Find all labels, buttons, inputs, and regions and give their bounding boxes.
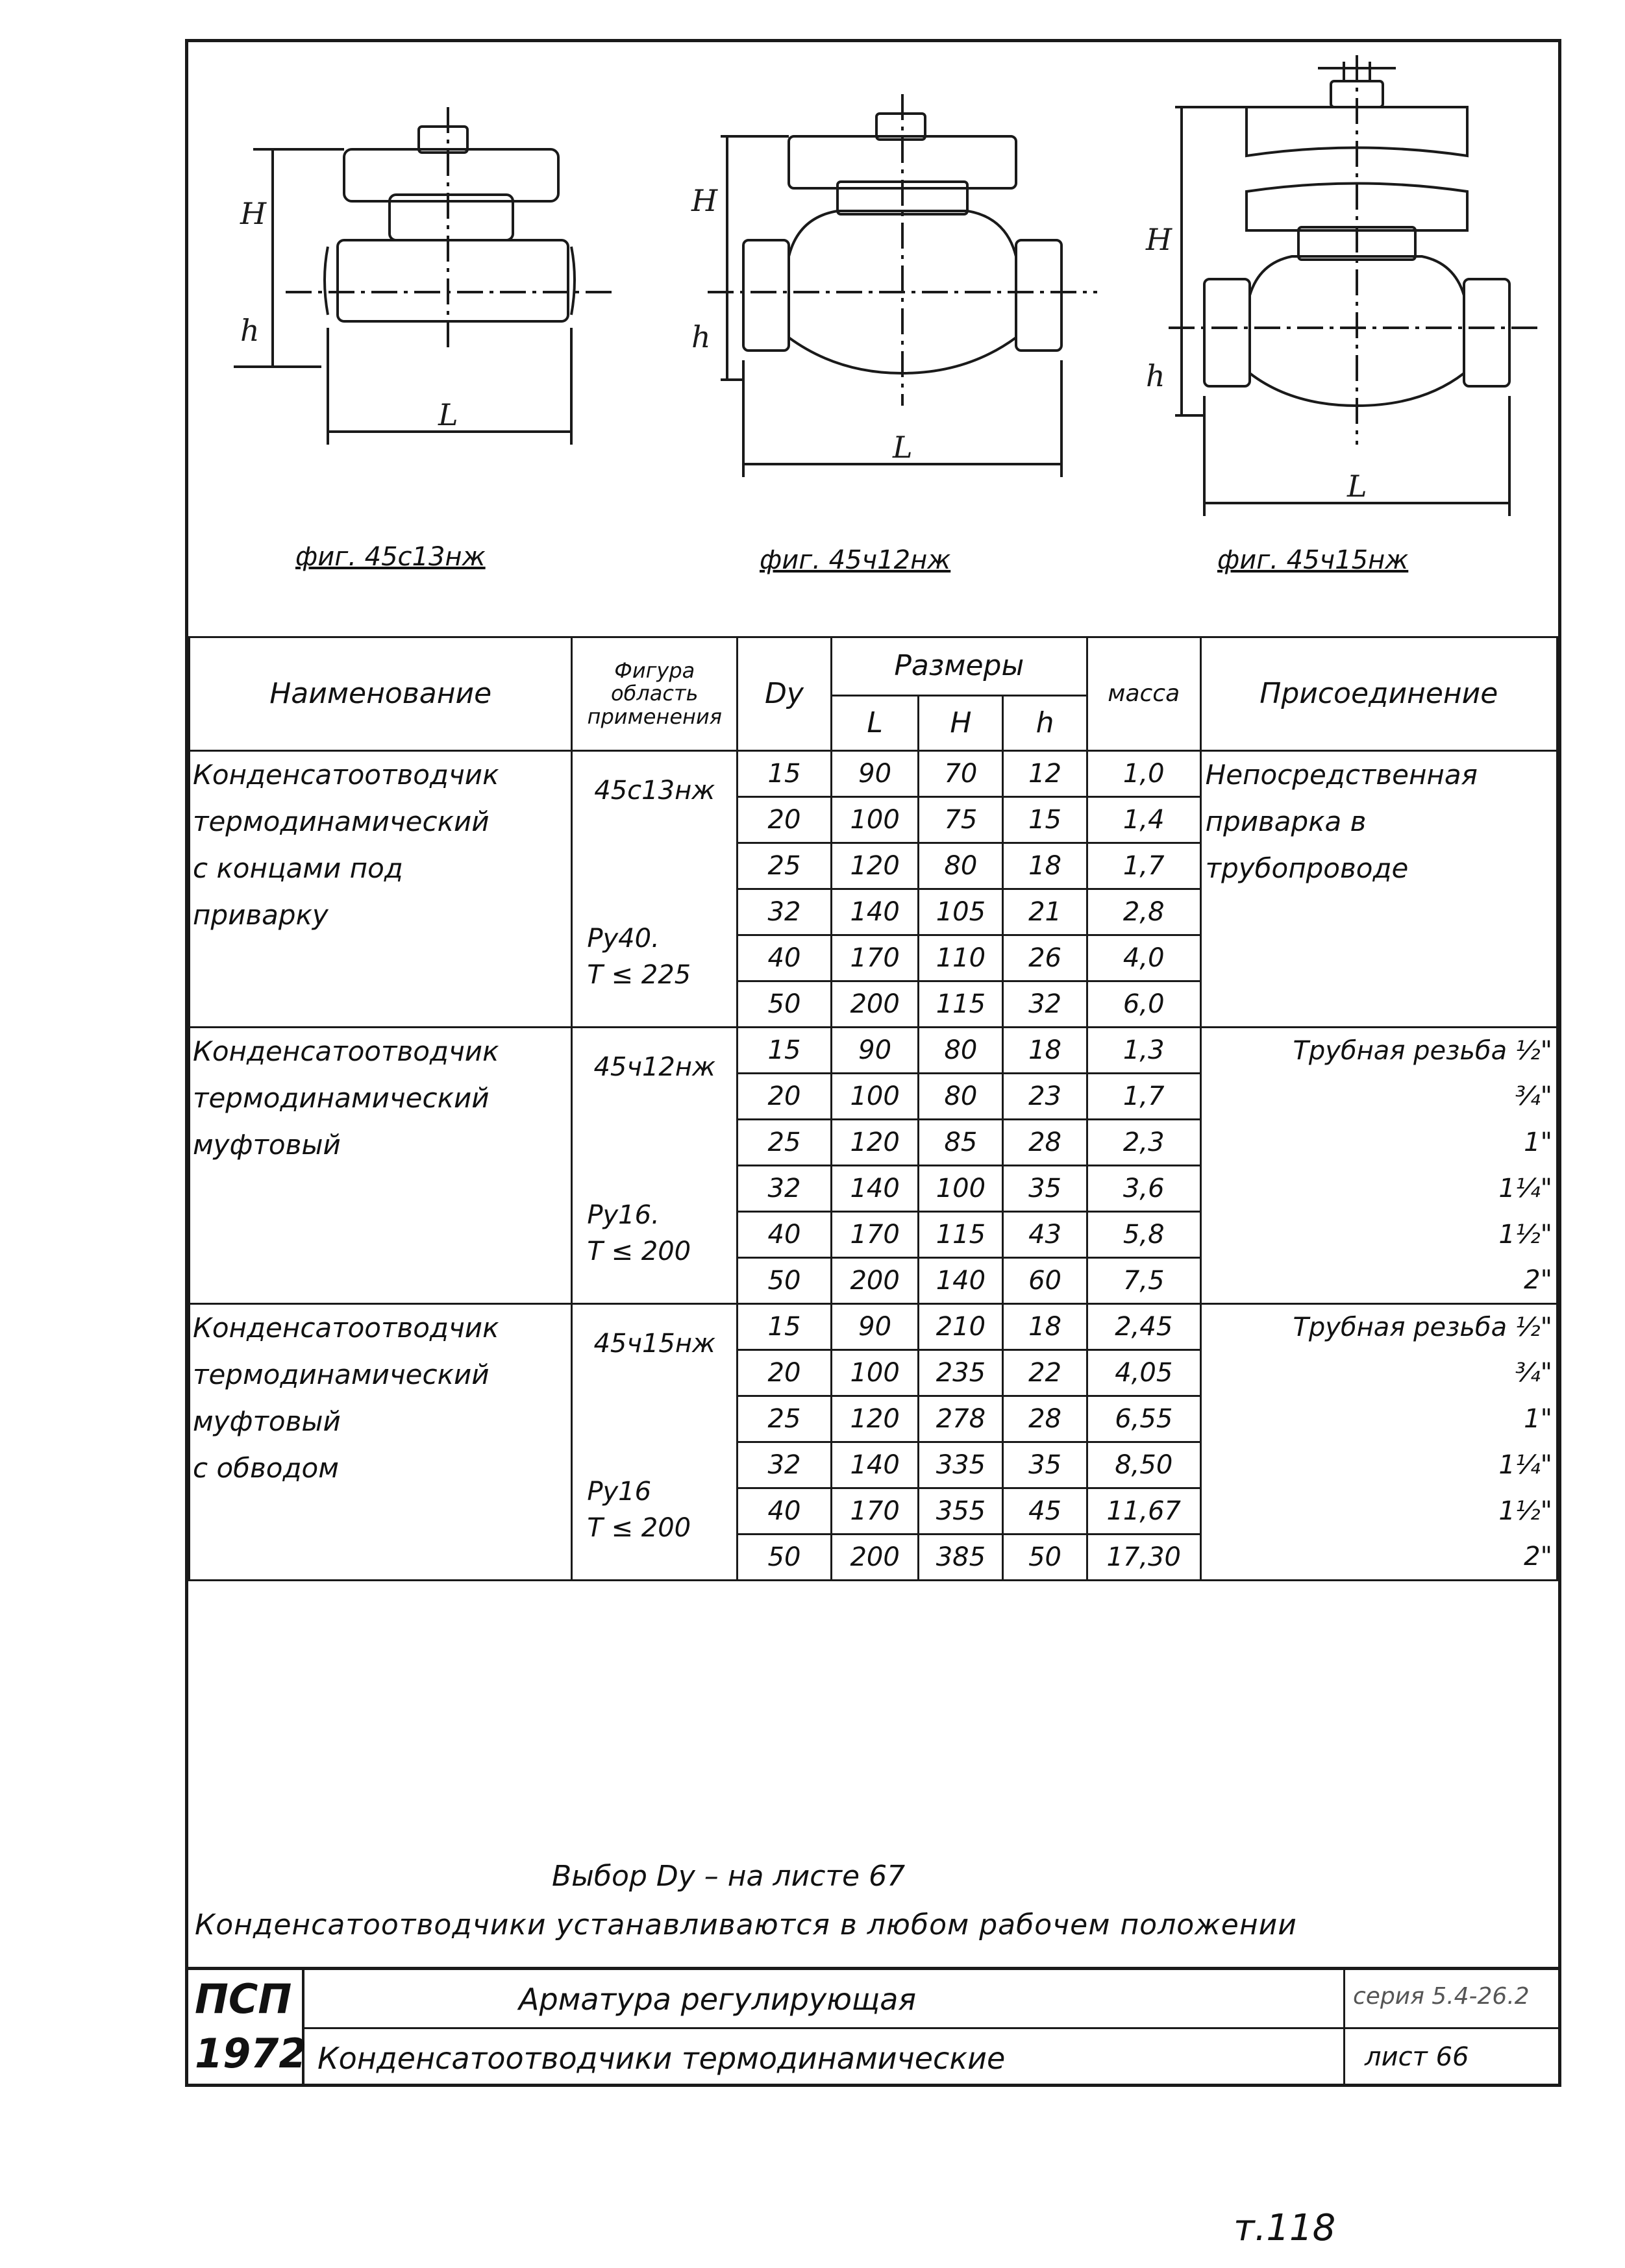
cell-l: 90 [831, 1028, 919, 1074]
title-line-1: Арматура регулирующая [519, 1982, 917, 2017]
figure-temperature: T ≤ 200 [587, 1237, 691, 1266]
cell-dy: 15 [738, 1028, 832, 1074]
cell-mass: 5,8 [1087, 1212, 1200, 1258]
cell-dy: 25 [738, 1396, 832, 1442]
cell-h: 60 [1003, 1258, 1087, 1304]
figure-code: 45с13нж [594, 776, 715, 806]
header-L: L [831, 696, 919, 751]
fig2-H-label: H [691, 183, 718, 218]
cell-h: 50 [1003, 1535, 1087, 1581]
figure-pressure: Pу40. [587, 924, 660, 954]
figure-45ch12-drawing [708, 94, 1097, 477]
cell-l: 200 [831, 1258, 919, 1304]
spec-table [188, 636, 1558, 1581]
cell-connection: ¾" [1200, 1074, 1557, 1120]
cell-dy: 40 [738, 935, 832, 981]
cell-h: 35 [1003, 1166, 1087, 1212]
cell-h: 35 [1003, 1442, 1087, 1488]
cell-h: 26 [1003, 935, 1087, 981]
cell-h: 100 [919, 1166, 1003, 1212]
cell-h: 15 [1003, 797, 1087, 843]
cell-h: 85 [919, 1120, 1003, 1166]
cell-h: 385 [919, 1535, 1003, 1581]
spec-table-body [190, 751, 1557, 1581]
figure-pressure: Pу16. [587, 1200, 660, 1230]
fig3-H-label: H [1146, 222, 1172, 257]
figure-temperature: T ≤ 225 [587, 960, 691, 990]
cell-l: 140 [831, 889, 919, 935]
cell-dy: 20 [738, 1350, 832, 1396]
item-name [190, 1028, 572, 1304]
cell-l: 120 [831, 1120, 919, 1166]
cell-dy: 20 [738, 1074, 832, 1120]
cell-h: 115 [919, 981, 1003, 1028]
cell-mass: 1,0 [1087, 751, 1200, 797]
cell-l: 90 [831, 751, 919, 797]
cell-mass: 2,8 [1087, 889, 1200, 935]
cell-dy: 32 [738, 1442, 832, 1488]
cell-l: 170 [831, 1212, 919, 1258]
cell-connection: 1½" [1200, 1212, 1557, 1258]
fig2-h-label: h [691, 319, 711, 354]
page-footer-number: т.118 [1234, 2207, 1336, 2249]
figure-45c13-drawing [234, 107, 614, 445]
item-name [190, 751, 572, 1028]
cell-mass: 3,6 [1087, 1166, 1200, 1212]
cell-mass: 4,0 [1087, 935, 1200, 981]
cell-mass: 4,05 [1087, 1350, 1200, 1396]
header-name: Наименование [190, 637, 572, 751]
drawing-sheet [185, 39, 1561, 2087]
cell-h: 18 [1003, 1028, 1087, 1074]
cell-h: 75 [919, 797, 1003, 843]
cell-h: 70 [919, 751, 1003, 797]
header-sizes: Размеры [831, 637, 1087, 696]
cell-dy: 20 [738, 797, 832, 843]
figures-area [188, 42, 1558, 636]
header-H: H [919, 696, 1003, 751]
cell-h: 235 [919, 1350, 1003, 1396]
cell-mass: 6,0 [1087, 981, 1200, 1028]
header-figure: Фигура область применения [572, 637, 738, 751]
item-name-line: термодинамический [193, 1359, 490, 1390]
item-name-line: муфтовый [193, 1405, 341, 1437]
title-block-org [188, 1970, 307, 2087]
item-name-line: приварку [193, 899, 329, 931]
org-year: 1972 [195, 2030, 307, 2077]
cell-connection: Трубная резьба ½" [1200, 1028, 1557, 1074]
header-mass: масса [1087, 637, 1200, 751]
item-name-line: с концами под [193, 852, 403, 884]
cell-l: 200 [831, 1535, 919, 1581]
cell-h: 80 [919, 1074, 1003, 1120]
figure-pressure: Pу16 [587, 1477, 652, 1507]
cell-h: 335 [919, 1442, 1003, 1488]
fig2-L-label: L [893, 430, 913, 465]
cell-l: 200 [831, 981, 919, 1028]
cell-l: 170 [831, 1488, 919, 1535]
item-name-line: Конденсатоотводчик [193, 1312, 499, 1344]
cell-dy: 25 [738, 1120, 832, 1166]
cell-h: 45 [1003, 1488, 1087, 1535]
cell-mass: 7,5 [1087, 1258, 1200, 1304]
cell-h: 23 [1003, 1074, 1087, 1120]
cell-l: 140 [831, 1442, 919, 1488]
connection-line: трубопроводе [1205, 852, 1409, 884]
cell-l: 90 [831, 1304, 919, 1350]
cell-connection: Трубная резьба ½" [1200, 1304, 1557, 1350]
cell-connection: 1¼" [1200, 1166, 1557, 1212]
fig1-h-label: h [240, 313, 260, 348]
item-name-line: с обводом [193, 1452, 339, 1484]
org-name: ПСП [195, 1975, 292, 2023]
cell-h: 21 [1003, 889, 1087, 935]
cell-mass: 1,4 [1087, 797, 1200, 843]
table-row [190, 1028, 1557, 1074]
cell-h: 43 [1003, 1212, 1087, 1258]
cell-mass: 8,50 [1087, 1442, 1200, 1488]
table-row [190, 1304, 1557, 1350]
cell-l: 100 [831, 797, 919, 843]
header-connection: Присоединение [1200, 637, 1557, 751]
cell-connection: 1" [1200, 1396, 1557, 1442]
fig1-L-label: L [438, 397, 458, 432]
cell-h: 355 [919, 1488, 1003, 1535]
figure-code: 45ч15нж [593, 1329, 716, 1359]
table-row [190, 751, 1557, 797]
cell-mass: 1,3 [1087, 1028, 1200, 1074]
cell-h: 12 [1003, 751, 1087, 797]
cell-mass: 1,7 [1087, 1074, 1200, 1120]
item-name-line: термодинамический [193, 1082, 490, 1114]
cell-mass: 17,30 [1087, 1535, 1200, 1581]
cell-dy: 32 [738, 1166, 832, 1212]
cell-h: 140 [919, 1258, 1003, 1304]
cell-dy: 25 [738, 843, 832, 889]
series-cell [1343, 1970, 1560, 2029]
cell-mass: 11,67 [1087, 1488, 1200, 1535]
connection-line: приварка в [1205, 806, 1367, 837]
figure-45ch15-drawing [1169, 55, 1539, 516]
notes [188, 1860, 1558, 1967]
cell-dy: 50 [738, 1535, 832, 1581]
note-install-position: Конденсатоотводчики устанавливаются в любом рабочем положении [195, 1908, 1297, 1941]
cell-h: 22 [1003, 1350, 1087, 1396]
series-code: серия 5.4-26.2 [1353, 1983, 1530, 2010]
cell-h: 18 [1003, 843, 1087, 889]
connection-line: Непосредственная [1205, 759, 1478, 791]
title-block [188, 1967, 1558, 2087]
cell-mass: 2,45 [1087, 1304, 1200, 1350]
cell-h: 80 [919, 843, 1003, 889]
cell-h: 110 [919, 935, 1003, 981]
cell-connection: 2" [1200, 1258, 1557, 1304]
note-dy-selection: Выбор Dу – на листе 67 [552, 1860, 906, 1893]
cell-connection: 1" [1200, 1120, 1557, 1166]
cell-h: 18 [1003, 1304, 1087, 1350]
cell-h: 115 [919, 1212, 1003, 1258]
cell-dy: 32 [738, 889, 832, 935]
item-name-line: Конденсатоотводчик [193, 1035, 499, 1067]
sheet-cell [1343, 2029, 1560, 2087]
cell-h: 28 [1003, 1396, 1087, 1442]
cell-connection: 1½" [1200, 1488, 1557, 1535]
item-name [190, 1304, 572, 1581]
cell-l: 140 [831, 1166, 919, 1212]
cell-dy: 15 [738, 1304, 832, 1350]
cell-connection: 1¼" [1200, 1442, 1557, 1488]
title-row-2 [304, 2029, 1343, 2087]
cell-connection: ¾" [1200, 1350, 1557, 1396]
fig3-caption: фиг. 45ч15нж [1217, 545, 1409, 575]
item-name-line: термодинамический [193, 806, 490, 837]
title-line-2: Конденсатоотводчики термодинамические [317, 2041, 1006, 2076]
fig3-L-label: L [1347, 469, 1367, 504]
item-figure [572, 1028, 738, 1304]
cell-h: 32 [1003, 981, 1087, 1028]
fig1-caption: фиг. 45с13нж [295, 542, 486, 572]
cell-dy: 40 [738, 1488, 832, 1535]
cell-l: 120 [831, 843, 919, 889]
cell-dy: 50 [738, 1258, 832, 1304]
item-figure [572, 1304, 738, 1581]
cell-dy: 15 [738, 751, 832, 797]
item-name-line: муфтовый [193, 1129, 341, 1161]
fig1-H-label: H [240, 196, 267, 231]
header-dy: Dу [738, 637, 832, 751]
cell-l: 100 [831, 1074, 919, 1120]
cell-l: 120 [831, 1396, 919, 1442]
cell-l: 170 [831, 935, 919, 981]
item-name-line: Конденсатоотводчик [193, 759, 499, 791]
fig3-h-label: h [1146, 358, 1165, 393]
cell-h: 80 [919, 1028, 1003, 1074]
figure-temperature: T ≤ 200 [587, 1513, 691, 1543]
cell-l: 100 [831, 1350, 919, 1396]
item-connection [1200, 751, 1557, 1028]
item-figure [572, 751, 738, 1028]
cell-mass: 1,7 [1087, 843, 1200, 889]
title-row-1 [304, 1970, 1343, 2029]
cell-h: 28 [1003, 1120, 1087, 1166]
cell-dy: 50 [738, 981, 832, 1028]
cell-h: 105 [919, 889, 1003, 935]
cell-dy: 40 [738, 1212, 832, 1258]
sheet-number: лист 66 [1365, 2042, 1469, 2072]
cell-h: 278 [919, 1396, 1003, 1442]
figure-code: 45ч12нж [593, 1052, 716, 1082]
fig2-caption: фиг. 45ч12нж [760, 545, 951, 575]
header-h: h [1003, 696, 1087, 751]
cell-connection: 2" [1200, 1535, 1557, 1581]
cell-mass: 2,3 [1087, 1120, 1200, 1166]
cell-mass: 6,55 [1087, 1396, 1200, 1442]
cell-h: 210 [919, 1304, 1003, 1350]
